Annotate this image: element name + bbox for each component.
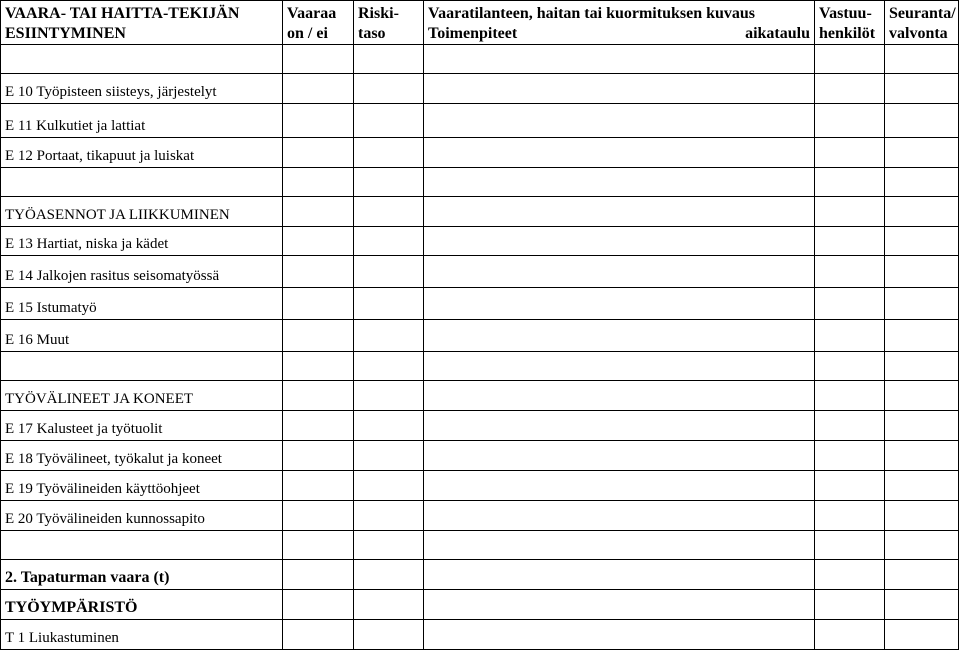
hazard-cell[interactable]: [283, 104, 354, 138]
risk-cell[interactable]: [354, 256, 424, 288]
responsible-cell[interactable]: [815, 320, 885, 352]
responsible-cell[interactable]: [815, 104, 885, 138]
row-label: E 18 Työvälineet, työkalut ja koneet: [1, 441, 283, 471]
monitoring-cell[interactable]: [885, 411, 959, 441]
hazard-cell[interactable]: [283, 411, 354, 441]
description-cell[interactable]: [424, 227, 815, 256]
description-cell[interactable]: [424, 471, 815, 501]
hazard-cell[interactable]: [283, 320, 354, 352]
risk-cell[interactable]: [354, 227, 424, 256]
header-row: [1, 1, 959, 45]
responsible-cell[interactable]: [815, 256, 885, 288]
section-row: [1, 560, 959, 590]
table-row: [1, 501, 959, 531]
header-risk-level: Riski- taso: [354, 1, 424, 45]
hazard-cell[interactable]: [283, 441, 354, 471]
monitoring-cell[interactable]: [885, 288, 959, 320]
table-row: [1, 320, 959, 352]
table-row: [1, 227, 959, 256]
hazard-cell[interactable]: [283, 138, 354, 168]
monitoring-cell[interactable]: [885, 227, 959, 256]
header-description-actions: Vaaratilanteen, haitan tai kuormituksen kuvaus Toimenpiteet aikataulu: [424, 1, 815, 45]
risk-cell[interactable]: [354, 411, 424, 441]
table-row: [1, 74, 959, 104]
responsible-cell[interactable]: [815, 411, 885, 441]
responsible-cell[interactable]: [815, 501, 885, 531]
blank-row: [1, 168, 959, 197]
responsible-cell[interactable]: [815, 620, 885, 650]
hazard-cell[interactable]: [283, 471, 354, 501]
description-cell[interactable]: [424, 104, 815, 138]
monitoring-cell[interactable]: [885, 620, 959, 650]
monitoring-cell[interactable]: [885, 501, 959, 531]
risk-cell[interactable]: [354, 471, 424, 501]
description-cell[interactable]: [424, 288, 815, 320]
section-title-tyovalineet: TYÖVÄLINEET JA KONEET: [1, 381, 283, 411]
risk-cell[interactable]: [354, 74, 424, 104]
row-label: T 1 Liukastuminen: [1, 620, 283, 650]
risk-cell[interactable]: [354, 320, 424, 352]
row-label: E 20 Työvälineiden kunnossapito: [1, 501, 283, 531]
header-monitoring: Seuranta/ valvonta: [885, 1, 959, 45]
row-label: E 15 Istumatyö: [1, 288, 283, 320]
hazard-cell[interactable]: [283, 74, 354, 104]
row-label: E 16 Muut: [1, 320, 283, 352]
table-row: [1, 620, 959, 650]
row-label: E 14 Jalkojen rasitus seisomatyössä: [1, 256, 283, 288]
section-title-tyoasennot: TYÖASENNOT JA LIIKKUMINEN: [1, 197, 283, 227]
risk-cell[interactable]: [354, 104, 424, 138]
risk-cell[interactable]: [354, 620, 424, 650]
responsible-cell[interactable]: [815, 138, 885, 168]
responsible-cell[interactable]: [815, 471, 885, 501]
header-hazard-yes-no: Vaaraa on / ei: [283, 1, 354, 45]
row-label: E 12 Portaat, tikapuut ja luiskat: [1, 138, 283, 168]
section-row: [1, 381, 959, 411]
hazard-cell[interactable]: [283, 288, 354, 320]
description-cell[interactable]: [424, 501, 815, 531]
table-row: [1, 411, 959, 441]
hazard-cell[interactable]: [283, 227, 354, 256]
row-label: E 13 Hartiat, niska ja kädet: [1, 227, 283, 256]
risk-cell[interactable]: [354, 288, 424, 320]
monitoring-cell[interactable]: [885, 104, 959, 138]
hazard-cell[interactable]: [283, 256, 354, 288]
row-label: E 10 Työpisteen siisteys, järjestelyt: [1, 74, 283, 104]
monitoring-cell[interactable]: [885, 471, 959, 501]
description-cell[interactable]: [424, 320, 815, 352]
monitoring-cell[interactable]: [885, 256, 959, 288]
risk-cell[interactable]: [354, 138, 424, 168]
row-label: E 17 Kalusteet ja työtuolit: [1, 411, 283, 441]
table-row: [1, 441, 959, 471]
monitoring-cell[interactable]: [885, 320, 959, 352]
responsible-cell[interactable]: [815, 288, 885, 320]
table-row: [1, 288, 959, 320]
monitoring-cell[interactable]: [885, 441, 959, 471]
table-row: [1, 138, 959, 168]
hazard-cell[interactable]: [283, 501, 354, 531]
risk-cell[interactable]: [354, 501, 424, 531]
table-row: [1, 256, 959, 288]
section-title-tapaturman-vaara: 2. Tapaturman vaara (t): [1, 560, 283, 590]
monitoring-cell[interactable]: [885, 138, 959, 168]
table-row: [1, 471, 959, 501]
header-responsible-persons: Vastuu- henkilöt: [815, 1, 885, 45]
description-cell[interactable]: [424, 138, 815, 168]
description-cell[interactable]: [424, 620, 815, 650]
monitoring-cell[interactable]: [885, 74, 959, 104]
blank-row: [1, 352, 959, 381]
description-cell[interactable]: [424, 74, 815, 104]
header-hazard-occurrence: VAARA- TAI HAITTA-TEKIJÄN ESIINTYMINEN: [1, 1, 283, 45]
section-row: [1, 590, 959, 620]
row-label: E 19 Työvälineiden käyttöohjeet: [1, 471, 283, 501]
section-row: [1, 197, 959, 227]
responsible-cell[interactable]: [815, 74, 885, 104]
hazard-cell[interactable]: [283, 620, 354, 650]
risk-cell[interactable]: [354, 441, 424, 471]
responsible-cell[interactable]: [815, 441, 885, 471]
description-cell[interactable]: [424, 256, 815, 288]
responsible-cell[interactable]: [815, 227, 885, 256]
section-title-tyoymparisto: TYÖYMPÄRISTÖ: [1, 590, 283, 620]
description-cell[interactable]: [424, 441, 815, 471]
blank-row: [1, 531, 959, 560]
description-cell[interactable]: [424, 411, 815, 441]
table-row: [1, 104, 959, 138]
row-label: E 11 Kulkutiet ja lattiat: [1, 104, 283, 138]
blank-row: [1, 45, 959, 74]
